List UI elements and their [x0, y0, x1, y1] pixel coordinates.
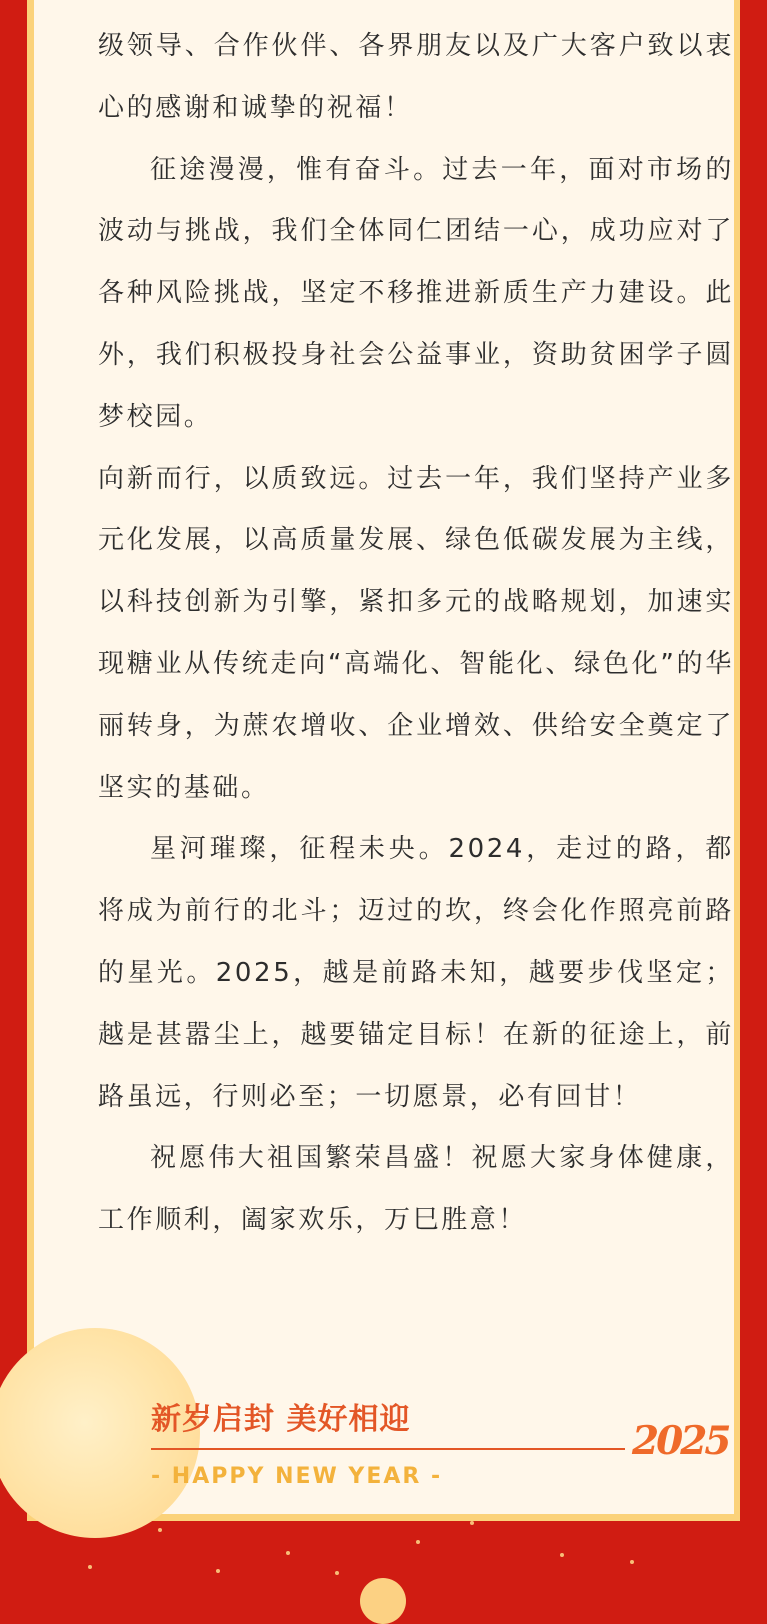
- happy-new-year-subtitle: - HAPPY NEW YEAR -: [151, 1464, 443, 1489]
- sparkle: [88, 1565, 92, 1569]
- paragraph-development: 向新而行，以质致远。过去一年，我们坚持产业多元化发展，以高质量发展、绿色低碳发展为主线，以科技创新为引擎，紧扣多元的战略规划，加速实现糖业从传统走向“高端化、智能化、绿色化”的华丽转身，为蔗农增收、企业增效、供给安全奠定了坚实的基础。: [98, 463, 734, 803]
- sparkle: [560, 1553, 564, 1557]
- sparkle: [158, 1528, 162, 1532]
- greeting-divider: [151, 1448, 625, 1450]
- letter-paper: [34, 0, 734, 1514]
- paragraph-thanks: 级领导、合作伙伴、各界朋友以及广大客户致以衷心的感谢和诚挚的祝福！: [98, 31, 734, 123]
- paragraph-struggle: 征途漫漫，惟有奋斗。过去一年，面对市场的波动与挑战，我们全体同仁团结一心，成功应对了各种风险挑战，坚定不移推进新质生产力建设。此外，我们积极投身社会公益事业，资助贫困学子圆梦校园。: [98, 154, 734, 432]
- sparkle: [216, 1569, 220, 1573]
- year-calligraphy: 2025: [632, 1418, 729, 1464]
- sparkle: [416, 1540, 420, 1544]
- decorative-gold-ornament: [360, 1578, 406, 1624]
- paragraph-outlook: 星河璀璨，征程未央。2024，走过的路，都将成为前行的北斗；迈过的坎，终会化作照亮前路的星光。2025，越是前路未知，越要步伐坚定；越是甚嚣尘上，越要锚定目标！在新的征途上，前路虽远，行则必至；一切愿景，必有回甘！: [98, 834, 734, 1112]
- new-year-greeting: 新岁启封 美好相迎: [151, 1402, 411, 1437]
- sparkle: [335, 1571, 339, 1575]
- letter-body: [98, 16, 734, 1252]
- paragraph-wishes: 祝愿伟大祖国繁荣昌盛！祝愿大家身体健康，工作顺利，阖家欢乐，万巳胜意！: [98, 1143, 734, 1236]
- sparkle: [470, 1521, 474, 1525]
- sparkle: [630, 1560, 634, 1564]
- sparkle: [286, 1551, 290, 1555]
